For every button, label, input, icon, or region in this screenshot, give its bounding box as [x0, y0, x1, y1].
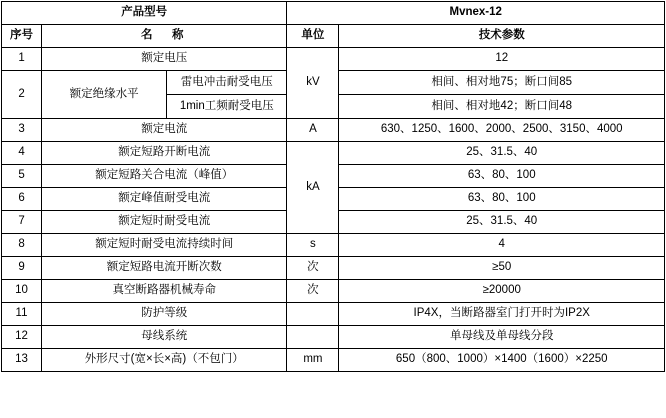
- row-unit: s: [287, 234, 339, 257]
- row-no: 4: [2, 142, 42, 165]
- header-model-label: 产品型号: [2, 2, 287, 25]
- table-row: [2, 119, 665, 142]
- row-name: 额定短时耐受电流持续时间: [42, 234, 287, 257]
- header-col-name: 名 称: [42, 25, 287, 48]
- row-unit: A: [287, 119, 339, 142]
- row-name: 母线系统: [42, 326, 287, 349]
- row-value: 63、80、100: [339, 188, 665, 211]
- table-row: [2, 280, 665, 303]
- row-sub-name: 1min工频耐受电压: [167, 95, 287, 119]
- row-name: 真空断路器机械寿命: [42, 280, 287, 303]
- row-unit: 次: [287, 257, 339, 280]
- table-header-columns-row: [2, 25, 665, 48]
- table-row: [2, 48, 665, 71]
- header-model-value: Mvnex-12: [287, 2, 665, 25]
- row-value: 630、1250、1600、2000、2500、3150、4000: [339, 119, 665, 142]
- row-unit: kV: [287, 48, 339, 119]
- row-value: 相间、相对地75；断口间85: [339, 71, 665, 95]
- row-no: 5: [2, 165, 42, 188]
- table-row: [2, 303, 665, 326]
- row-unit: [287, 303, 339, 326]
- table-row: [2, 257, 665, 280]
- table-row: [2, 326, 665, 349]
- row-name: 额定短路电流开断次数: [42, 257, 287, 280]
- row-value: 相间、相对地42；断口间48: [339, 95, 665, 119]
- table-row: [2, 142, 665, 165]
- row-unit: kA: [287, 142, 339, 234]
- row-no: 10: [2, 280, 42, 303]
- row-value: 4: [339, 234, 665, 257]
- row-name: 额定绝缘水平: [42, 71, 167, 119]
- row-value: 25、31.5、40: [339, 211, 665, 234]
- row-value: ≥50: [339, 257, 665, 280]
- row-value: ≥20000: [339, 280, 665, 303]
- header-col-param: 技术参数: [339, 25, 665, 48]
- row-name: 额定电流: [42, 119, 287, 142]
- row-value: 12: [339, 48, 665, 71]
- row-no: 12: [2, 326, 42, 349]
- row-no: 3: [2, 119, 42, 142]
- row-name: 额定短路开断电流: [42, 142, 287, 165]
- row-no: 9: [2, 257, 42, 280]
- table-header-model-row: [2, 2, 665, 25]
- row-name: 额定短路关合电流（峰值）: [42, 165, 287, 188]
- row-unit: [287, 326, 339, 349]
- row-value: 单母线及单母线分段: [339, 326, 665, 349]
- table-row: [2, 234, 665, 257]
- header-col-unit: 单位: [287, 25, 339, 48]
- row-value: 63、80、100: [339, 165, 665, 188]
- row-name: 额定电压: [42, 48, 287, 71]
- row-value: 650（800、1000）×1400（1600）×2250: [339, 349, 665, 372]
- row-no: 8: [2, 234, 42, 257]
- row-no: 13: [2, 349, 42, 372]
- row-value: 25、31.5、40: [339, 142, 665, 165]
- row-name: 防护等级: [42, 303, 287, 326]
- row-value: IP4X，当断路器室门打开时为IP2X: [339, 303, 665, 326]
- row-no: 7: [2, 211, 42, 234]
- row-unit: 次: [287, 280, 339, 303]
- row-no: 1: [2, 48, 42, 71]
- specification-table: [1, 1, 665, 372]
- row-no: 2: [2, 71, 42, 119]
- row-no: 6: [2, 188, 42, 211]
- table-row: [2, 349, 665, 372]
- row-unit: mm: [287, 349, 339, 372]
- row-no: 11: [2, 303, 42, 326]
- row-name: 额定短时耐受电流: [42, 211, 287, 234]
- header-col-no: 序号: [2, 25, 42, 48]
- row-sub-name: 雷电冲击耐受电压: [167, 71, 287, 95]
- row-name: 外形尺寸(宽×长×高)（不包门）: [42, 349, 287, 372]
- row-name: 额定峰值耐受电流: [42, 188, 287, 211]
